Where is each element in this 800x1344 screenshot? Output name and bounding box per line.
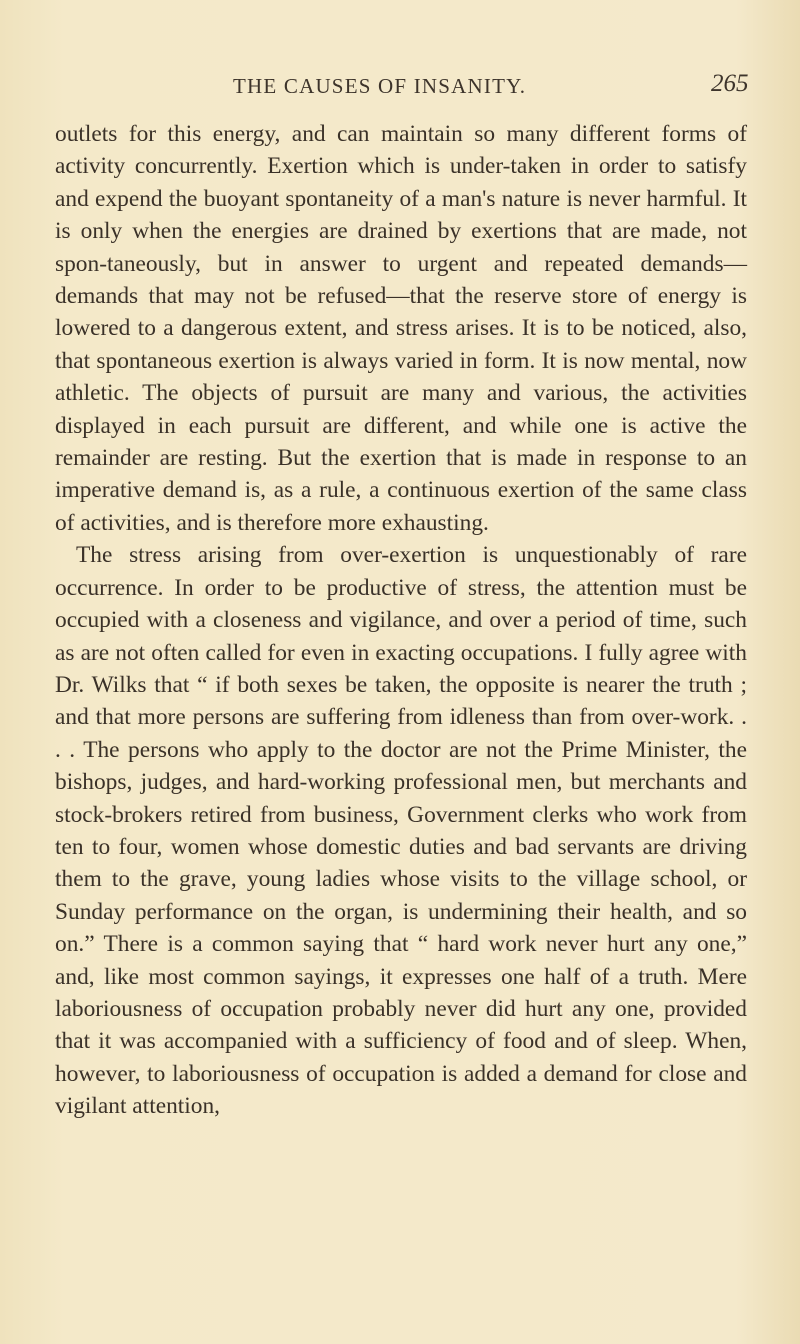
running-title: THE CAUSES OF INSANITY. [233,74,527,98]
paragraph-over-exertion: The stress arising from over-exertion is unquestionably of rare occurrence. In order to be productive of stress, the attention must be occupied with a closeness and vigilance, and over a period of time, such as are not often called for even in exacting occupations. I fully agree with Dr. Wilks that “ if both sexes be taken, the opposite is nearer the truth ; and that more persons are suffering from idleness than from over-work. . . . The persons who apply to the doctor are not the Prime Minister, the bishops, judges, and hard-working professional men, but merchants and stock-brokers retired from business, Government clerks who work from ten to four, women whose domestic duties and bad servants are driving them to the grave, young ladies whose visits to the village school, or Sunday performance on the organ, is undermining their health, and so on.” There is a common saying that “ hard work never hurt any one,” and, like most common sayings, it expresses one half of a truth. Mere laboriousness of occupation probably never did hurt any one, provided that it was accompanied with a sufficiency of food and of sleep. When, however, to laboriousness of occupation is added a demand for close and vigilant attention, [55,542,747,1120]
running-head [0,70,800,104]
paragraph-continuation: outlets for this energy, and can maintain so many different forms of activity concurrently. Exertion which is under-taken in order to satisfy and expend the buoyant spontaneity of a man's nature is never harmful. It is only when the energies are drained by exertions that are made, not spon-taneously, but in answer to urgent and repeated demands— demands that may not be refused—that the reserve store of energy is lowered to a dangerous extent, and stress arises. It is to be noticed, also, that spontaneous exertion is always varied in form. It is now mental, now athletic. The objects of pursuit are many and various, the activities displayed in each pursuit are different, and while one is active the remainder are resting. But the exertion that is made in response to an imperative demand is, as a rule, a continuous exertion of the same class of activities, and is therefore more exhausting. [55,121,747,536]
page-number: 265 [711,70,749,97]
body-text [55,118,747,1123]
